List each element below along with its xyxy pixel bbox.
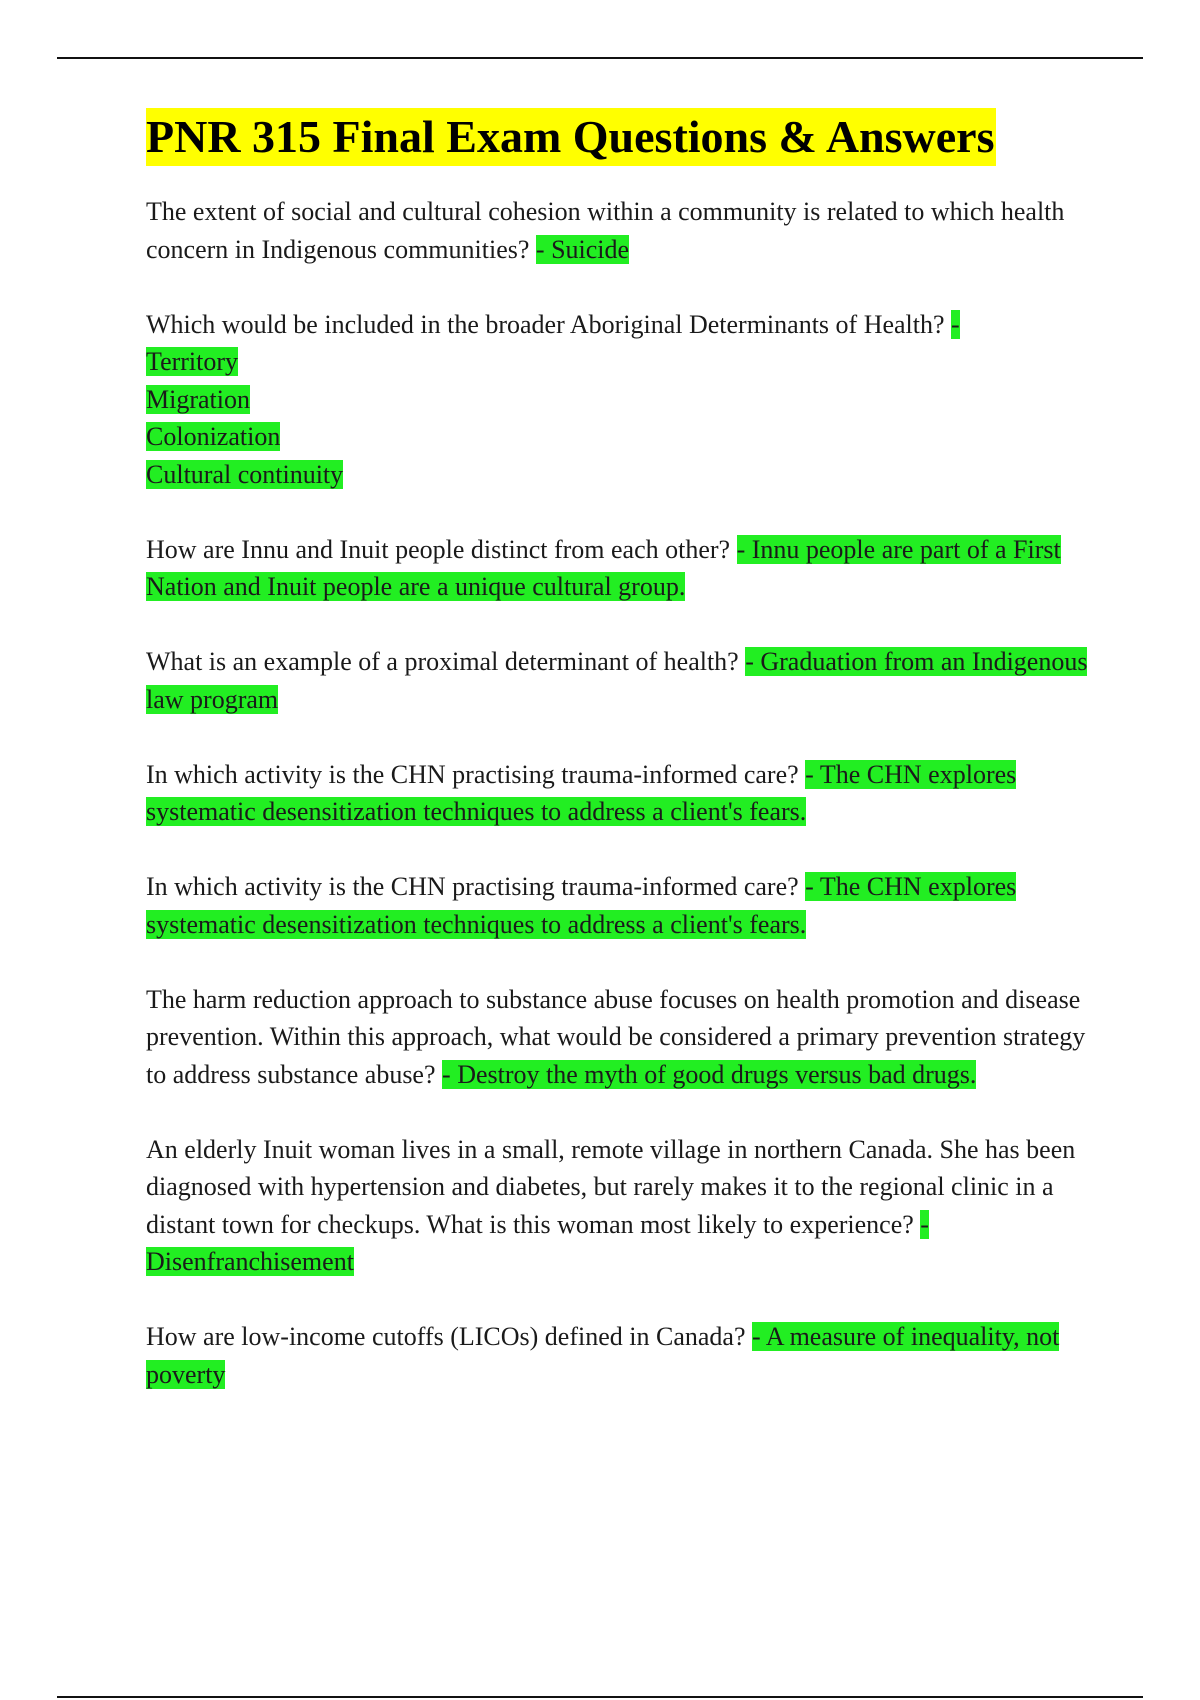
- qa-item-3: [146, 531, 1096, 606]
- question-text: In which activity is the CHN practising trauma-informed care?: [146, 759, 799, 789]
- answer-list-item: Migration: [146, 384, 250, 414]
- qa-item-6: [146, 868, 1096, 943]
- answer-text: - A measure of inequality, not poverty: [146, 1322, 1060, 1389]
- header-rule: [57, 57, 1143, 59]
- footer-rule: [57, 1696, 1143, 1698]
- qa-item-5: [146, 756, 1096, 831]
- answer-text: - The CHN explores systematic desensitization techniques to address a client's fears.: [146, 872, 1017, 939]
- title-block: [146, 108, 1096, 166]
- qa-item-2: [146, 306, 1096, 494]
- question-text: Which would be included in the broader Aboriginal Determinants of Health?: [146, 309, 945, 339]
- qa-item-9: [146, 1318, 1096, 1393]
- question-text: An elderly Inuit woman lives in a small, remote village in northern Canada. She has been diagnosed with hypertension and diabetes, but rarely makes it to the regional clinic in a distant town for checkups. What is this woman most likely to experience?: [146, 1134, 1076, 1239]
- qa-item-4: [146, 643, 1096, 718]
- answer-text: - Graduation from an Indigenous law program: [146, 647, 1088, 714]
- qa-item-8: [146, 1131, 1096, 1281]
- document-body: [146, 108, 1096, 1393]
- answer-text: - The CHN explores systematic desensitization techniques to address a client's fears.: [146, 759, 1017, 826]
- question-text: The extent of social and cultural cohesion within a community is related to which health concern in Indigenous communities?: [146, 197, 1065, 264]
- answer-text: - Innu people are part of a First Nation and Inuit people are a unique cultural group.: [146, 534, 1061, 601]
- answer-list-item: Colonization: [146, 422, 281, 451]
- qa-item-7: [146, 981, 1096, 1094]
- qa-item-1: [146, 193, 1096, 268]
- question-text: In which activity is the CHN practising trauma-informed care?: [146, 872, 799, 901]
- answer-list-item: Territory: [146, 347, 239, 376]
- question-text: How are low-income cutoffs (LICOs) defined in Canada?: [146, 1322, 746, 1351]
- answer-text: - Destroy the myth of good drugs versus bad drugs.: [442, 1059, 977, 1089]
- answer-text: - Disenfranchisement: [146, 1209, 929, 1276]
- answer-list-item: Cultural continuity: [146, 459, 344, 489]
- page-title: PNR 315 Final Exam Questions & Answers: [146, 108, 996, 166]
- question-text: How are Innu and Inuit people distinct from each other?: [146, 534, 731, 564]
- answer-text: -: [951, 309, 960, 339]
- answer-text: - Suicide: [535, 234, 630, 264]
- question-text: What is an example of a proximal determinant of health?: [146, 647, 739, 676]
- question-text: The harm reduction approach to substance abuse focuses on health promotion and disease prevention. Within this approach, what would be considered a primary prevention strategy to address substance abuse?: [146, 984, 1086, 1089]
